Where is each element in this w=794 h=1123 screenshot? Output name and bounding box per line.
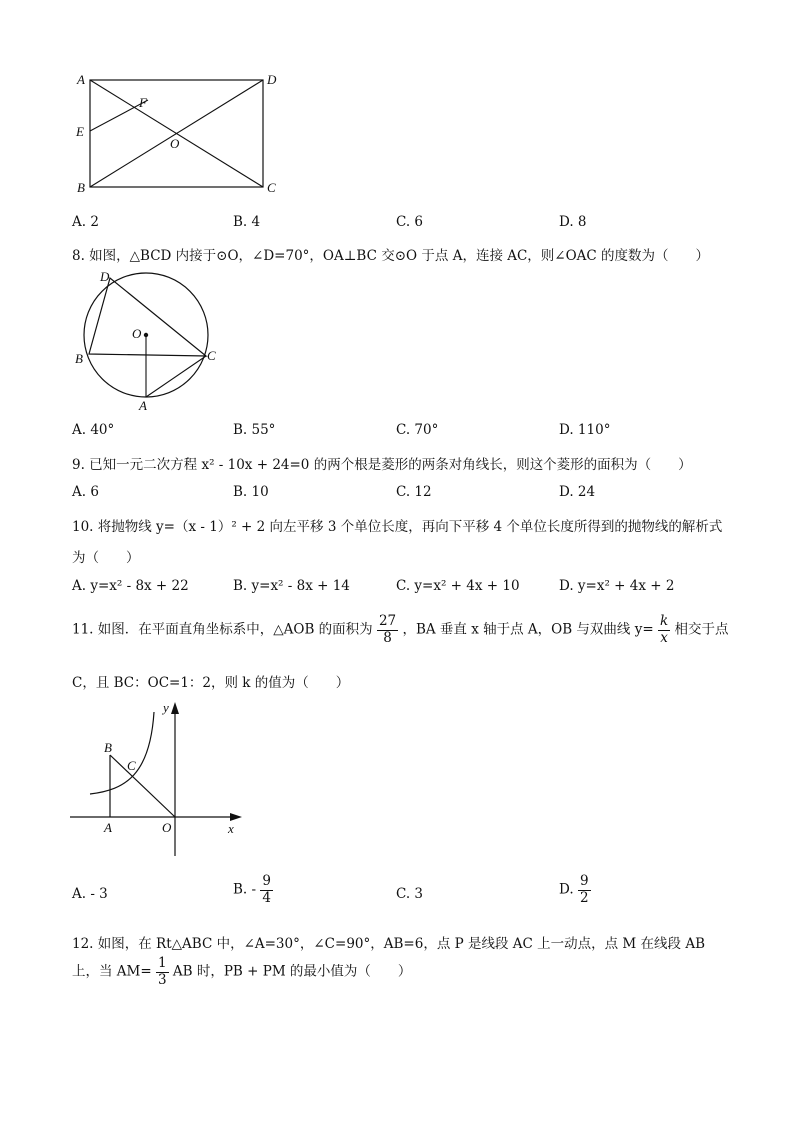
q11-stem-line1 — [72, 614, 728, 646]
q12-fraction-numerator: 1 — [157, 955, 167, 971]
q9-option-d[interactable]: D. 24 — [559, 484, 596, 500]
q7-option-c[interactable]: C. 6 — [396, 214, 424, 230]
label-y: y — [163, 700, 169, 715]
q10-option-c[interactable]: C. y=x² + 4x + 10 — [396, 578, 520, 594]
q11-option-b-numerator: 9 — [262, 873, 271, 889]
q9-stem: 9. 已知一元二次方程 x² - 10x + 24=0 的两个根是菱形的两条对角线长，则这个菱形的面积为（ ） — [72, 457, 692, 473]
label-a: A — [139, 398, 147, 413]
label-c: C — [127, 758, 136, 773]
q8-option-d[interactable]: D. 110° — [559, 422, 611, 438]
q11-area-denominator: 8 — [383, 629, 392, 646]
q8-figure — [70, 266, 220, 416]
label-b: B — [104, 740, 112, 755]
q11-option-b[interactable] — [233, 874, 273, 906]
hyperbola — [90, 712, 154, 794]
q9-option-b[interactable]: B. 10 — [233, 484, 269, 500]
q10-option-d[interactable]: D. y=x² + 4x + 2 — [559, 578, 675, 594]
q11-option-d-label: D. — [559, 881, 574, 898]
q11-option-b-label: B. - — [233, 881, 257, 898]
label-o: O — [170, 136, 180, 151]
label-b: B — [77, 180, 85, 195]
q7-option-b[interactable]: B. 4 — [233, 214, 261, 230]
q12-stem-line2 — [72, 956, 411, 988]
q11-option-d-fraction — [578, 874, 591, 906]
q9-option-a[interactable]: A. 6 — [72, 484, 99, 500]
label-d: D — [100, 269, 110, 284]
q12-fraction — [156, 956, 169, 988]
q12-line2-suffix: AB 时，PB + PM 的最小值为（ ） — [172, 963, 412, 980]
q11-stem-part1: 11. 如图．在平面直角坐标系中，△AOB 的面积为 — [72, 621, 373, 638]
q7-option-d[interactable]: D. 8 — [559, 214, 587, 230]
y-axis-arrow — [171, 702, 179, 714]
q11-option-a[interactable]: A. - 3 — [72, 886, 108, 902]
q8-option-c[interactable]: C. 70° — [396, 422, 439, 438]
q12-line2-prefix: 上，当 AM= — [72, 963, 152, 980]
q7-figure — [70, 68, 285, 198]
q8-option-a[interactable]: A. 40° — [72, 422, 115, 438]
label-a: A — [77, 72, 85, 87]
label-b: B — [75, 351, 83, 366]
label-c: C — [207, 348, 216, 363]
q11-k-fraction — [658, 614, 670, 646]
q11-option-c[interactable]: C. 3 — [396, 886, 424, 902]
q8-option-b[interactable]: B. 55° — [233, 422, 276, 438]
q12-fraction-denominator: 3 — [157, 971, 167, 988]
q11-k-denominator: x — [660, 629, 668, 646]
segment-ac — [146, 356, 206, 397]
q11-option-d-denominator: 2 — [579, 889, 589, 906]
q10-stem-line1: 10. 将抛物线 y=（x - 1）² + 2 向左平移 3 个单位长度，再向下平移 4 个单位长度所得到的抛物线的解析式 — [72, 519, 723, 535]
q10-option-a[interactable]: A. y=x² - 8x + 22 — [72, 578, 189, 594]
label-c: C — [267, 180, 276, 195]
q11-area-numerator: 27 — [378, 613, 397, 629]
q7-option-a[interactable]: A. 2 — [72, 214, 99, 230]
q8-stem: 8. 如图，△BCD 内接于⊙O，∠D=70°，OA⊥BC 交⊙O 于点 A，连接 AC，则∠OAC 的度数为（ ） — [72, 248, 710, 264]
label-a: A — [104, 820, 112, 835]
q11-area-fraction — [377, 614, 398, 646]
center-dot — [144, 333, 148, 337]
q11-stem-part2: ，BA 垂直 x 轴于点 A，OB 与双曲线 y= — [402, 621, 654, 638]
q10-option-b[interactable]: B. y=x² - 8x + 14 — [233, 578, 350, 594]
label-e: E — [76, 124, 84, 139]
q11-option-b-fraction — [260, 874, 273, 906]
q11-k-numerator: k — [659, 613, 669, 629]
q11-stem-part3: 相交于点 — [674, 621, 729, 638]
q11-option-d[interactable] — [559, 874, 591, 906]
label-o: O — [162, 820, 172, 835]
label-o: O — [132, 326, 142, 341]
label-d: D — [267, 72, 277, 87]
q9-option-c[interactable]: C. 12 — [396, 484, 432, 500]
label-f: F — [139, 95, 147, 110]
q12-stem-line1: 12. 如图，在 Rt△ABC 中，∠A=30°，∠C=90°，AB=6，点 P 是线段 AC 上一动点，点 M 在线段 AB — [72, 936, 706, 952]
q10-stem-line2: 为（ ） — [72, 550, 140, 566]
x-axis-arrow — [230, 813, 242, 821]
q11-option-b-denominator: 4 — [262, 889, 271, 906]
q11-option-d-numerator: 9 — [579, 873, 589, 889]
label-x: x — [228, 821, 234, 836]
q11-figure — [66, 696, 251, 861]
q11-stem-line2: C，且 BC：OC=1：2，则 k 的值为（ ） — [72, 675, 350, 691]
